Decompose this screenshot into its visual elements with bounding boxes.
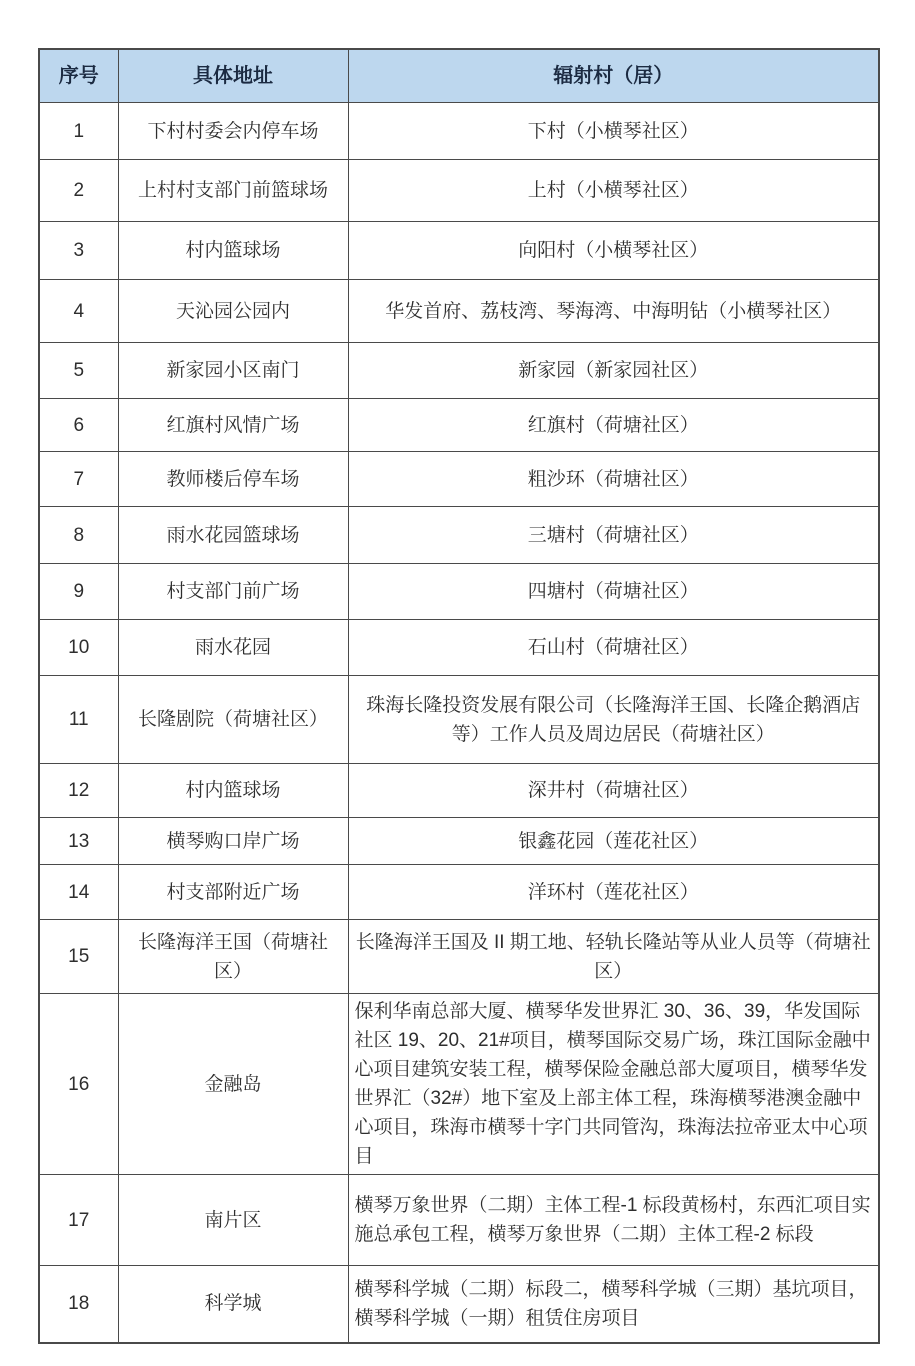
cell-coverage: 横琴万象世界（二期）主体工程-1 标段黄杨村，东西汇项目实施总承包工程，横琴万象世界（二期）主体工程-2 标段 — [348, 1175, 879, 1266]
col-header-coverage: 辐射村（居） — [348, 49, 879, 103]
table-row — [39, 1266, 879, 1343]
cell-address: 金融岛 — [118, 994, 348, 1175]
cell-coverage: 深井村（荷塘社区） — [348, 764, 879, 818]
table-row — [39, 865, 879, 920]
cell-address: 天沁园公园内 — [118, 280, 348, 343]
cell-coverage: 石山村（荷塘社区） — [348, 620, 879, 676]
cell-address: 村内篮球场 — [118, 222, 348, 280]
cell-address: 村支部附近广场 — [118, 865, 348, 920]
cell-address: 村内篮球场 — [118, 764, 348, 818]
cell-address: 下村村委会内停车场 — [118, 103, 348, 160]
testing-sites-table — [38, 48, 880, 1344]
cell-address: 村支部门前广场 — [118, 564, 348, 620]
cell-address: 上村村支部门前篮球场 — [118, 160, 348, 222]
table-row — [39, 994, 879, 1175]
table-header-row — [39, 49, 879, 103]
cell-index: 11 — [39, 676, 118, 764]
cell-coverage: 粗沙环（荷塘社区） — [348, 452, 879, 507]
table-row — [39, 280, 879, 343]
cell-index: 13 — [39, 818, 118, 865]
cell-coverage: 洋环村（莲花社区） — [348, 865, 879, 920]
cell-address: 科学城 — [118, 1266, 348, 1343]
table-row — [39, 620, 879, 676]
cell-address: 长隆海洋王国（荷塘社区） — [118, 920, 348, 994]
cell-index: 18 — [39, 1266, 118, 1343]
table-row — [39, 818, 879, 865]
table-row — [39, 920, 879, 994]
cell-address: 雨水花园 — [118, 620, 348, 676]
cell-coverage: 新家园（新家园社区） — [348, 343, 879, 399]
table-row — [39, 1175, 879, 1266]
col-header-index: 序号 — [39, 49, 118, 103]
cell-address: 新家园小区南门 — [118, 343, 348, 399]
table-row — [39, 343, 879, 399]
cell-index: 7 — [39, 452, 118, 507]
table-row — [39, 507, 879, 564]
cell-coverage: 珠海长隆投资发展有限公司（长隆海洋王国、长隆企鹅酒店等）工作人员及周边居民（荷塘社区） — [348, 676, 879, 764]
cell-coverage: 保利华南总部大厦、横琴华发世界汇 30、36、39，华发国际社区 19、20、21#项目，横琴国际交易广场，珠江国际金融中心项目建筑安装工程，横琴保险金融总部大厦项目，横琴华发世界汇（32#）地下室及上部主体工程，珠海横琴港澳金融中心项目，珠海市横琴十字门共同管沟，珠海法拉帝亚太中心项目 — [348, 994, 879, 1175]
cell-address: 南片区 — [118, 1175, 348, 1266]
cell-coverage: 向阳村（小横琴社区） — [348, 222, 879, 280]
cell-index: 14 — [39, 865, 118, 920]
cell-address: 教师楼后停车场 — [118, 452, 348, 507]
cell-coverage: 华发首府、荔枝湾、琴海湾、中海明钻（小横琴社区） — [348, 280, 879, 343]
table-row — [39, 564, 879, 620]
cell-coverage: 下村（小横琴社区） — [348, 103, 879, 160]
table-row — [39, 103, 879, 160]
cell-index: 1 — [39, 103, 118, 160]
table-row — [39, 764, 879, 818]
cell-coverage: 三塘村（荷塘社区） — [348, 507, 879, 564]
table-row — [39, 452, 879, 507]
cell-index: 3 — [39, 222, 118, 280]
cell-index: 10 — [39, 620, 118, 676]
table-row — [39, 399, 879, 452]
cell-address: 雨水花园篮球场 — [118, 507, 348, 564]
cell-index: 9 — [39, 564, 118, 620]
table-row — [39, 676, 879, 764]
cell-index: 12 — [39, 764, 118, 818]
table-row — [39, 160, 879, 222]
cell-address: 长隆剧院（荷塘社区） — [118, 676, 348, 764]
cell-index: 8 — [39, 507, 118, 564]
cell-index: 5 — [39, 343, 118, 399]
cell-coverage: 长隆海洋王国及 II 期工地、轻轨长隆站等从业人员等（荷塘社区） — [348, 920, 879, 994]
cell-coverage: 上村（小横琴社区） — [348, 160, 879, 222]
cell-address: 红旗村风情广场 — [118, 399, 348, 452]
cell-coverage: 红旗村（荷塘社区） — [348, 399, 879, 452]
cell-index: 4 — [39, 280, 118, 343]
cell-index: 16 — [39, 994, 118, 1175]
cell-index: 2 — [39, 160, 118, 222]
cell-address: 横琴购口岸广场 — [118, 818, 348, 865]
col-header-address: 具体地址 — [118, 49, 348, 103]
cell-coverage: 银鑫花园（莲花社区） — [348, 818, 879, 865]
cell-index: 6 — [39, 399, 118, 452]
cell-index: 17 — [39, 1175, 118, 1266]
table-row — [39, 222, 879, 280]
cell-index: 15 — [39, 920, 118, 994]
cell-coverage: 四塘村（荷塘社区） — [348, 564, 879, 620]
cell-coverage: 横琴科学城（二期）标段二，横琴科学城（三期）基坑项目，横琴科学城（一期）租赁住房项目 — [348, 1266, 879, 1343]
